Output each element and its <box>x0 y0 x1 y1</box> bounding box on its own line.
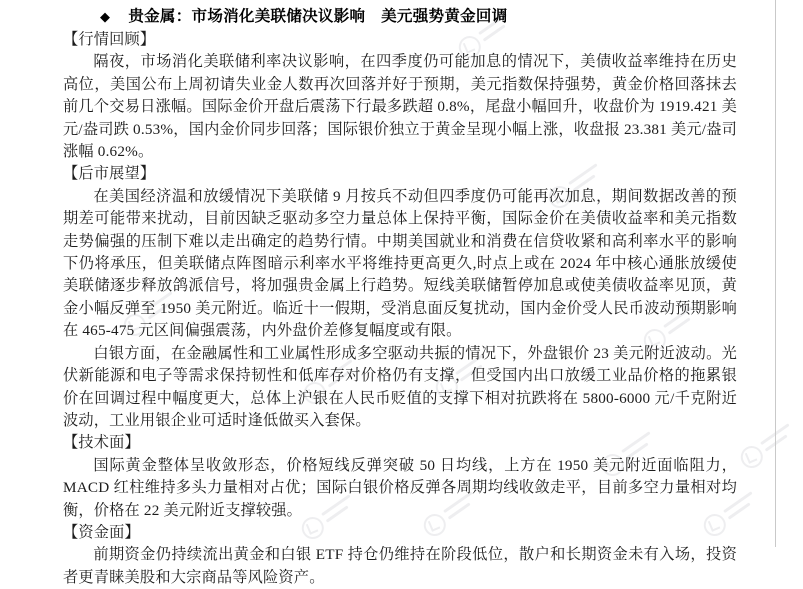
paragraph-outlook-gold: 在美国经济温和放缓情况下美联储 9 月按兵不动但四季度仍可能再次加息，期间数据改善的预期差可能带来扰动，目前因缺乏驱动多空力量总体上保持平衡，国际金价在美债收益率和美元指数走势偏强的压制下难以走出确定的趋势行情。中期美国就业和消费在信贷收紧和高利率水平的影响下仍将承压，但美联储点阵图暗示利率水平将维持更高更久,时点上或在 2024 年中核心通胀放缓使美联储逐步释放鸽派信号，将加强贵金属上行趋势。短线美联储暂停加息或使美债收益率见顶，黄金小幅反弹至 1950 美元附近。临近十一假期，受消息面反复扰动，国内金价受人民币波动预期影响在 465-475 元区间偏强震荡，内外盘价差修复幅度或有限。 <box>63 187 737 340</box>
header-funds: 【资金面】 <box>63 523 140 541</box>
paragraph-funds: 前期资金仍持续流出黄金和白银 ETF 持仓仍维持在阶段低位，散户和长期资金未有入场，投资者更青睐美股和大宗商品等风险资产。 <box>63 546 737 586</box>
paragraph-outlook-silver: 白银方面，在金融属性和工业属性形成多空驱动共振的情况下，外盘银价 23 美元附近波动。光伏新能源和电子等需求保持韧性和低库存对价格仍有支撑，但受国内出口放缓工业品价格的拖累银价在回调过程中幅度更大，总体上沪银在人民币贬值的支撑下相对抗跌将在 5800-6000 元/千克附近波动，工业用银企业可适时逢低做买入套保。 <box>63 344 737 429</box>
header-technical: 【技术面】 <box>63 434 140 452</box>
diamond-bullet-icon: ◆ <box>100 9 111 24</box>
header-outlook: 【后市展望】 <box>63 165 156 183</box>
page-right-edge <box>775 0 776 547</box>
section-title <box>63 5 737 29</box>
section-title-text: 贵金属：市场消化美联储决议影响 美元强势黄金回调 <box>128 8 508 25</box>
header-market-review: 【行情回顾】 <box>63 31 156 48</box>
paragraph-market-review-1: 隔夜，市场消化美联储利率决议影响，在四季度仍可能加息的情况下，美债收益率维持在历史高位，美国公布上周初请失业金人数再次回落并好于预期，美元指数保持强势，黄金价格回落抹去前几个交易日涨幅。国际金价开盘后震荡下行最多跌超 0.8%，尾盘小幅回升，收盘价为 1919.421 美元/盎司跌 0.53%，国内金价同步回落；国际银价独立于黄金呈现小幅上涨，收盘报 23.381 美元/盎司涨幅 0.62%。 <box>63 53 737 161</box>
paragraph-technical: 国际黄金整体呈收敛形态，价格短线反弹突破 50 日均线，上方在 1950 美元附近面临阻力，MACD 红柱维持多头力量相对占优；国际白银价格反弹各周期均线收敛走平，目前多空力量相对均衡，价格在 22 美元附近支撑较强。 <box>63 456 737 519</box>
report-body <box>63 5 737 589</box>
watermark-logo <box>735 416 802 474</box>
